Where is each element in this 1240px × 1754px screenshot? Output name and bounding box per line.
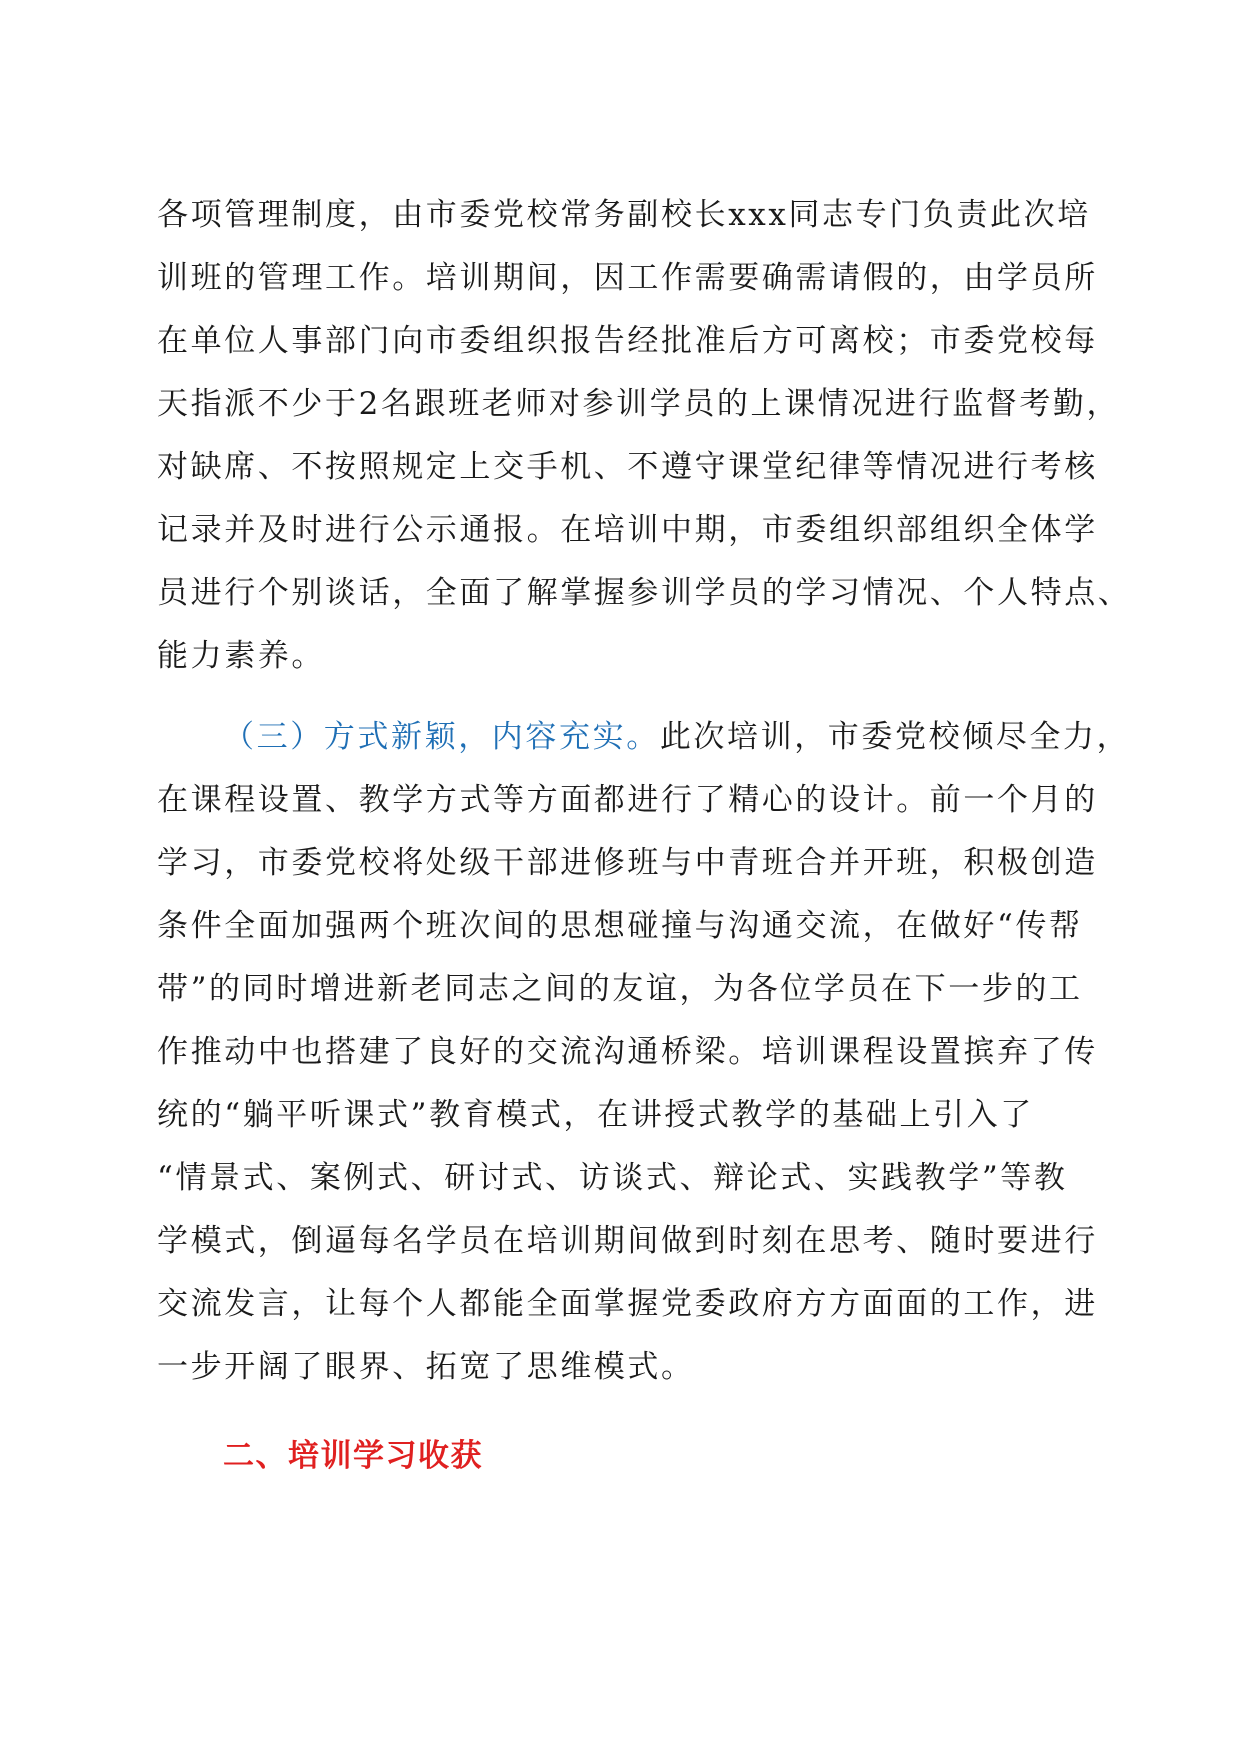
text-fragment: 此次培训，市委党校倾尽全力，: [659, 719, 1131, 755]
text-line: 交流发言，让每个人都能全面掌握党委政府方方面面的工作，进: [157, 1286, 1098, 1322]
text-line: 统的“躺平听课式”教育模式，在讲授式教学的基础上引入了: [157, 1097, 1034, 1133]
text-line: 在单位人事部门向市委组织报告经批准后方可离校；市委党校每: [157, 323, 1098, 359]
text-line: 能力素养。: [157, 638, 325, 674]
text-line: 带”的同时增进新老同志之间的友谊，为各位学员在下一步的工: [157, 971, 1083, 1007]
text-line: 训班的管理工作。培训期间，因工作需要确需请假的，由学员所: [157, 260, 1098, 296]
text-line: 学模式，倒逼每名学员在培训期间做到时刻在思考、随时要进行: [157, 1223, 1098, 1259]
subheading-method: （三）方式新颖，内容充实。: [223, 719, 660, 755]
text-line: 记录并及时进行公示通报。在培训中期，市委组织部组织全体学: [157, 512, 1098, 548]
text-line: 天指派不少于2名跟班老师对参训学员的上课情况进行监督考勤，: [157, 386, 1121, 422]
text-line-first: [157, 706, 1131, 769]
paragraph-training-method: [157, 706, 1131, 1399]
text-line: 在课程设置、教学方式等方面都进行了精心的设计。前一个月的: [157, 782, 1098, 818]
text-line: 对缺席、不按照规定上交手机、不遵守课堂纪律等情况进行考核: [157, 449, 1098, 485]
text-line: 作推动中也搭建了良好的交流沟通桥梁。培训课程设置摈弃了传: [157, 1034, 1098, 1070]
text-line: 条件全面加强两个班次间的思想碰撞与沟通交流，在做好“传帮: [157, 908, 1083, 944]
text-line: 学习，市委党校将处级干部进修班与中青班合并开班，积极创造: [157, 845, 1098, 881]
section-heading-gains: 二、培训学习收获: [223, 1438, 483, 1474]
text-line: 一步开阔了眼界、拓宽了思维模式。: [157, 1349, 695, 1385]
text-line: 员进行个别谈话，全面了解掌握参训学员的学习情况、个人特点、: [157, 575, 1132, 611]
paragraph-management: [157, 184, 1132, 688]
text-line: 各项管理制度，由市委党校常务副校长xxx同志专门负责此次培: [157, 197, 1091, 233]
text-line: “情景式、案例式、研讨式、访谈式、辩论式、实践教学”等教: [157, 1160, 1068, 1196]
